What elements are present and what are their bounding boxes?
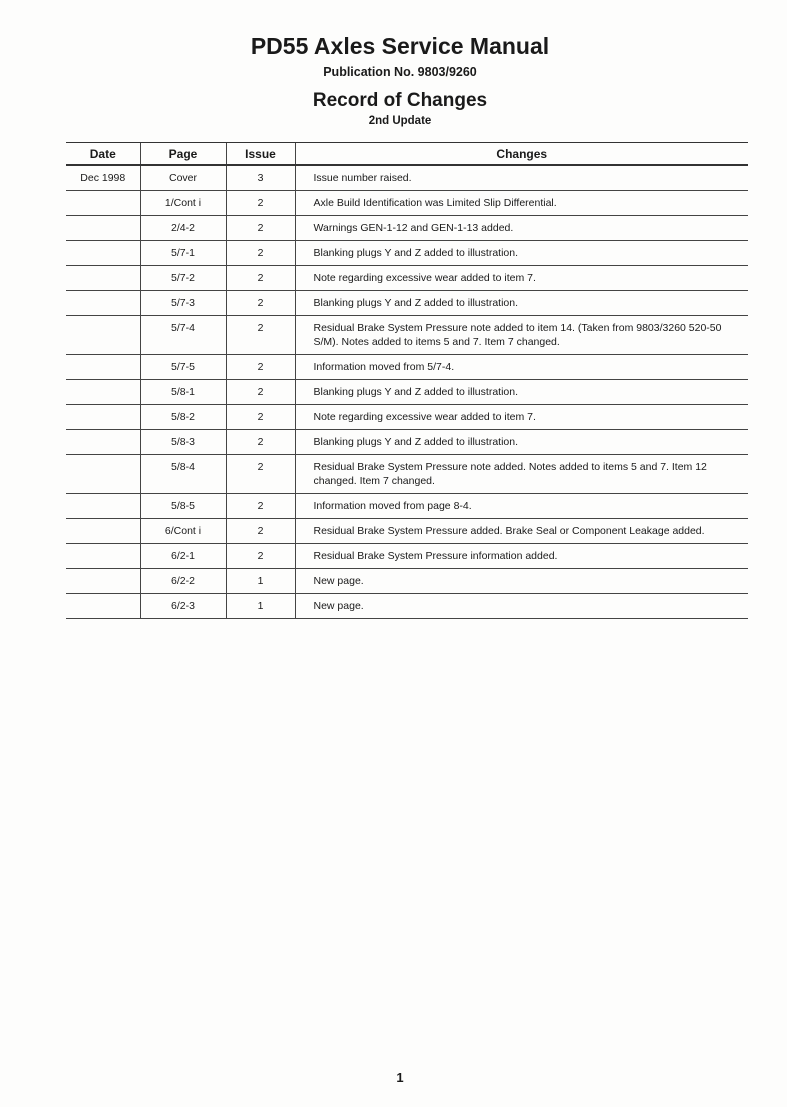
cell-issue: 2 <box>226 191 295 216</box>
cell-page: 6/2-2 <box>140 569 226 594</box>
cell-changes: Blanking plugs Y and Z added to illustration. <box>295 291 748 316</box>
cell-page: 5/8-2 <box>140 405 226 430</box>
cell-changes: Information moved from page 8-4. <box>295 494 748 519</box>
cell-date <box>66 266 140 291</box>
cell-page: Cover <box>140 165 226 191</box>
header-changes: Changes <box>295 143 748 166</box>
cell-page: 5/8-3 <box>140 430 226 455</box>
cell-page: 5/8-4 <box>140 455 226 494</box>
cell-issue: 2 <box>226 216 295 241</box>
table-row <box>66 241 748 266</box>
table-row <box>66 544 748 569</box>
cell-date <box>66 355 140 380</box>
cell-changes: Note regarding excessive wear added to item 7. <box>295 405 748 430</box>
table-row <box>66 380 748 405</box>
cell-date <box>66 519 140 544</box>
cell-issue: 2 <box>226 291 295 316</box>
update-label: 2nd Update <box>368 115 432 127</box>
header-date: Date <box>66 143 140 166</box>
cell-page: 6/2-3 <box>140 594 226 619</box>
cell-issue: 2 <box>226 316 295 355</box>
cell-date <box>66 216 140 241</box>
cell-date <box>66 316 140 355</box>
cell-changes: Warnings GEN-1-12 and GEN-1-13 added. <box>295 216 748 241</box>
cell-changes: Blanking plugs Y and Z added to illustration. <box>295 430 748 455</box>
table-row <box>66 355 748 380</box>
cell-page: 6/2-1 <box>140 544 226 569</box>
cell-date <box>66 405 140 430</box>
cell-date <box>66 291 140 316</box>
cell-page: 5/7-5 <box>140 355 226 380</box>
table-row <box>66 165 748 191</box>
cell-issue: 2 <box>226 494 295 519</box>
table-header <box>66 143 748 166</box>
table-row <box>66 316 748 355</box>
cell-issue: 2 <box>226 266 295 291</box>
cell-date: Dec 1998 <box>66 165 140 191</box>
cell-issue: 2 <box>226 519 295 544</box>
cell-page: 5/8-1 <box>140 380 226 405</box>
cell-issue: 2 <box>226 455 295 494</box>
cell-changes: Residual Brake System Pressure added. Brake Seal or Component Leakage added. <box>295 519 748 544</box>
header-issue: Issue <box>226 143 295 166</box>
cell-issue: 2 <box>226 430 295 455</box>
cell-issue: 2 <box>226 544 295 569</box>
cell-issue: 2 <box>226 355 295 380</box>
cell-changes: New page. <box>295 569 748 594</box>
table-row <box>66 519 748 544</box>
cell-date <box>66 494 140 519</box>
cell-page: 5/7-1 <box>140 241 226 266</box>
cell-page: 5/7-4 <box>140 316 226 355</box>
page-number: 1 <box>396 1070 404 1085</box>
cell-issue: 2 <box>226 405 295 430</box>
cell-date <box>66 430 140 455</box>
table-row <box>66 191 748 216</box>
cell-date <box>66 594 140 619</box>
cell-date <box>66 241 140 266</box>
cell-changes: Note regarding excessive wear added to item 7. <box>295 266 748 291</box>
cell-changes: New page. <box>295 594 748 619</box>
publication-number: Publication No. 9803/9260 <box>323 65 477 79</box>
cell-date <box>66 191 140 216</box>
table-row <box>66 569 748 594</box>
section-title: Record of Changes <box>312 90 488 111</box>
header-page: Page <box>140 143 226 166</box>
cell-issue: 1 <box>226 569 295 594</box>
cell-changes: Issue number raised. <box>295 165 748 191</box>
cell-issue: 3 <box>226 165 295 191</box>
cell-page: 2/4-2 <box>140 216 226 241</box>
cell-page: 5/7-2 <box>140 266 226 291</box>
cell-changes: Residual Brake System Pressure note added to item 14. (Taken from 9803/3260 520-50 S/M). Notes added to items 5 and 7. Item 7 changed. <box>295 316 748 355</box>
cell-page: 5/7-3 <box>140 291 226 316</box>
table-row <box>66 455 748 494</box>
table-row <box>66 494 748 519</box>
cell-changes: Axle Build Identification was Limited Slip Differential. <box>295 191 748 216</box>
cell-date <box>66 455 140 494</box>
cell-changes: Blanking plugs Y and Z added to illustration. <box>295 380 748 405</box>
cell-date <box>66 544 140 569</box>
cell-date <box>66 569 140 594</box>
cell-page: 1/Cont i <box>140 191 226 216</box>
cell-issue: 2 <box>226 380 295 405</box>
cell-page: 5/8-5 <box>140 494 226 519</box>
table-row <box>66 216 748 241</box>
cell-changes: Residual Brake System Pressure note added. Notes added to items 5 and 7. Item 12 changed. Item 7 changed. <box>295 455 748 494</box>
cell-date <box>66 380 140 405</box>
table-row <box>66 291 748 316</box>
table-row <box>66 430 748 455</box>
table-row <box>66 594 748 619</box>
table-row <box>66 266 748 291</box>
table-row <box>66 405 748 430</box>
cell-issue: 2 <box>226 241 295 266</box>
cell-changes: Blanking plugs Y and Z added to illustration. <box>295 241 748 266</box>
manual-title: PD55 Axles Service Manual <box>250 33 550 59</box>
cell-page: 6/Cont i <box>140 519 226 544</box>
changes-table <box>66 142 748 619</box>
cell-changes: Residual Brake System Pressure information added. <box>295 544 748 569</box>
cell-changes: Information moved from 5/7-4. <box>295 355 748 380</box>
cell-issue: 1 <box>226 594 295 619</box>
